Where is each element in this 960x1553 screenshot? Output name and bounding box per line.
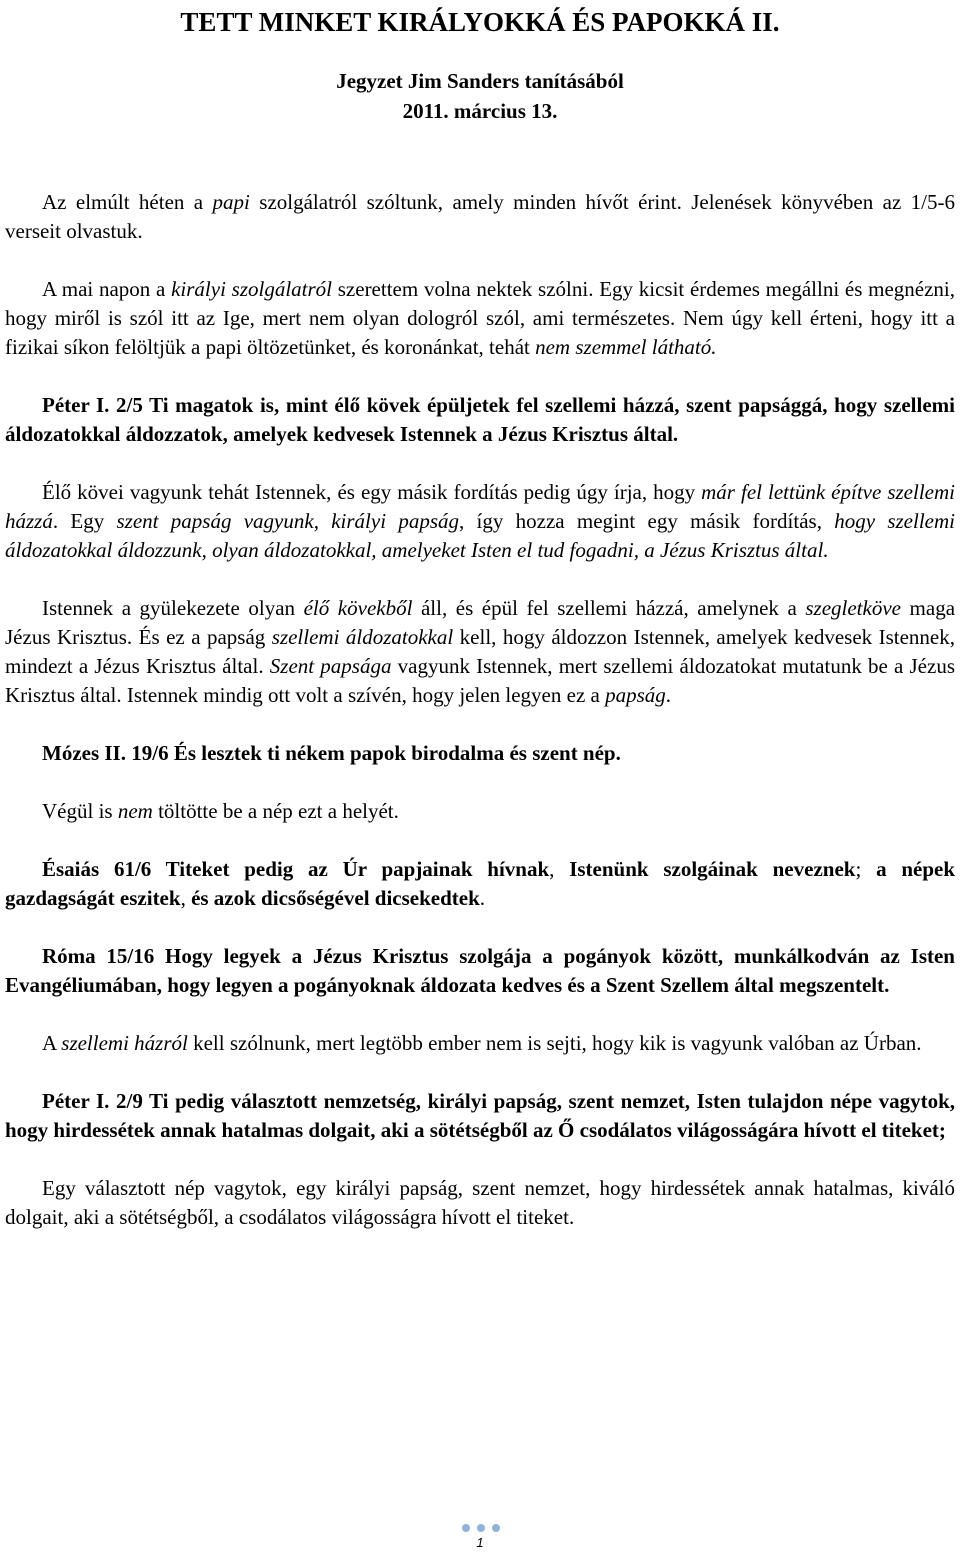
- text-run: szolgálatról szóltunk, amely minden hívőt érint. Jelenések könyvében az 1/5-6 verseit olvastuk.: [5, 190, 955, 243]
- page-number: 1: [476, 1535, 484, 1550]
- footer-dots-decoration: [2, 1524, 960, 1532]
- text-run: .: [479, 886, 486, 910]
- text-run: , így hozza megint egy másik fordítás,: [459, 509, 835, 533]
- dot-icon: [462, 1524, 470, 1532]
- bold-run: a népek gazdagságát eszitek: [5, 857, 956, 910]
- text-run: ,: [549, 857, 570, 881]
- document-subtitle: [5, 66, 955, 126]
- text-run: kell szólnunk, mert legtöbb ember nem is sejti, hogy kik is vagyunk valóban az Úrban.: [187, 1031, 922, 1055]
- italic-run: szegletköve: [805, 596, 901, 620]
- italic-run: királyi szolgálatról: [171, 277, 333, 301]
- italic-run: hogy szellemi áldozatokkal áldozzunk, olyan áldozatokkal, amelyeket Isten el tud fogadni, a Jézus Krisztus által.: [5, 509, 955, 562]
- text-run: ;: [855, 857, 877, 881]
- paragraph-1: [5, 188, 955, 246]
- paragraph-12: Egy választott nép vagytok, egy királyi papság, szent nemzet, hogy hirdessétek annak hatalmas, kiváló dolgait, aki a sötétségből, a csodálatos világosságra hívott el titeket.: [5, 1176, 955, 1229]
- italic-run: szellemi áldozatokkal: [271, 625, 454, 649]
- paragraph-2: [5, 275, 955, 362]
- paragraph-4: [5, 478, 955, 565]
- paragraph-5: [5, 594, 955, 710]
- bold-run: Istenünk szolgáinak neveznek: [569, 857, 856, 881]
- text-run: Élő kövei vagyunk tehát Istennek, és egy másik fordítás pedig úgy írja, hogy: [42, 480, 702, 504]
- bold-run: és azok dicsőségével dicsekedtek: [191, 886, 480, 910]
- text-run: ,: [180, 886, 192, 910]
- text-run: A: [42, 1031, 62, 1055]
- scripture-peter-1-2-5: Péter I. 2/5 Ti magatok is, mint élő kövek épüljetek fel szellemi házzá, szent papsággá, hogy szellemi áldozatokkal áldozzatok, amelyek kedvesek Istennek a Jézus Krisztus által.: [5, 393, 955, 446]
- document-page: [5, 0, 955, 1232]
- italic-run: Szent papsága: [269, 654, 392, 678]
- subtitle-date-line: 2011. március 13.: [402, 99, 558, 123]
- text-run: .: [665, 683, 672, 707]
- document-title: TETT MINKET KIRÁLYOKKÁ ÉS PAPOKKÁ II.: [180, 7, 780, 37]
- paragraph-10: [5, 1029, 955, 1058]
- text-run: szerettem volna nektek szólni. Egy kicsit érdemes megállni és megnézni, hogy miről is szól itt az Ige, mert nem olyan dologról szól, ami természetes. Nem úgy kell érteni, hogy itt a fizikai síkon felöltjük a papi öltözetünket, és koronánkat, tehát: [5, 277, 956, 359]
- text-run: kell, hogy áldozzon Istennek, amelyek kedvesek Istennek, mindezt a Jézus Krisztus által.: [5, 625, 955, 678]
- text-run: . Egy: [52, 509, 117, 533]
- text-run: áll, és épül fel szellemi házzá, amelynek a: [412, 596, 806, 620]
- italic-run: szellemi házról: [61, 1031, 188, 1055]
- dot-icon: [477, 1524, 485, 1532]
- text-run: vagyunk Istennek, mert szellemi áldozatokat mutatunk be a Jézus Krisztus által. Istennek mindig ott volt a szívén, hogy jelen legyen ez a: [5, 654, 956, 707]
- page-footer: [0, 1524, 960, 1550]
- bold-run: Ésaiás 61/6 Titeket pedig az Úr papjainak hívnak: [42, 857, 550, 881]
- scripture-mozes-2-19-6: Mózes II. 19/6 És lesztek ti nékem papok birodalma és szent nép.: [42, 741, 621, 765]
- subtitle-author-line: Jegyzet Jim Sanders tanításából: [336, 69, 624, 93]
- italic-run: már fel lettünk építve szellemi házzá: [5, 480, 955, 533]
- text-run: Végül is: [42, 799, 118, 823]
- italic-run: papság: [605, 683, 666, 707]
- scripture-peter-1-2-9: Péter I. 2/9 Ti pedig választott nemzetség, királyi papság, szent nemzet, Isten tulajdon népe vagytok, hogy hirdessétek annak hatalmas dolgait, aki a sötétségből az Ő csodálatos világosságára hívott el titeket;: [5, 1089, 955, 1142]
- scripture-roma-15-16: Róma 15/16 Hogy legyek a Jézus Krisztus szolgája a pogányok között, munkálkodván az Isten Evangéliumában, hogy legyen a pogányoknak áldozata kedves és a Szent Szellem által megszentelt.: [5, 944, 955, 997]
- text-run: A mai napon a: [42, 277, 172, 301]
- italic-run: nem szemmel látható.: [535, 335, 717, 359]
- italic-run: élő kövekből: [303, 596, 413, 620]
- scripture-esaias-61-6: [5, 855, 955, 913]
- italic-run: papi: [212, 190, 250, 214]
- paragraph-7: [5, 797, 955, 826]
- dot-icon: [492, 1524, 500, 1532]
- text-run: Az elmúlt héten a: [42, 190, 213, 214]
- italic-run: szent papság vagyunk, királyi papság: [116, 509, 459, 533]
- text-run: Istennek a gyülekezete olyan: [42, 596, 304, 620]
- text-run: maga Jézus Krisztus. És ez a papság: [5, 596, 956, 649]
- italic-run: nem: [117, 799, 153, 823]
- text-run: töltötte be a nép ezt a helyét.: [152, 799, 399, 823]
